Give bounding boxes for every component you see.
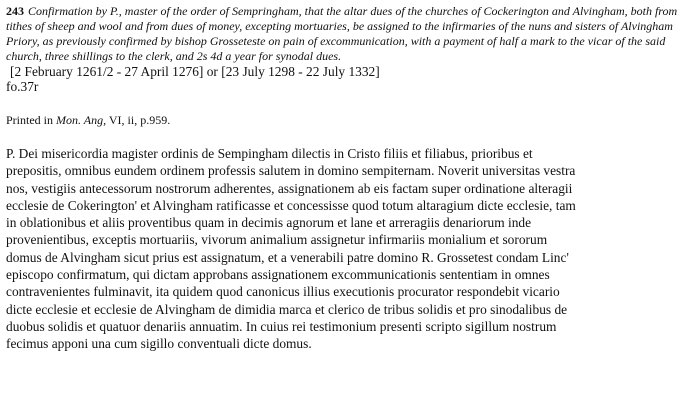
entry-dates: [2 February 1261/2 - 27 April 1276] or [23 July 1298 - 22 July 1332] (10, 64, 380, 79)
printed-prefix: Printed in (6, 113, 56, 127)
entry-description: Confirmation by P., master of the order of Sempringham, that the altar dues of the churches of Cockerington and Alvingham, both from tithes of sheep and wool and from dues of money, excepting mortuaries, be assigned to the infirmaries of the nuns and sisters of Alvingham Priory, as previously confirmed by bishop Grosseteste on pain of excommunication, with a payment of half a mark to the vicar of the said church, three shillings to the clerk, and 2s 4d a year for synodal dues. (6, 4, 678, 63)
entry-number: 243 (6, 4, 24, 18)
entry-summary (6, 4, 696, 64)
document-page (6, 4, 696, 353)
printed-reference (6, 113, 696, 128)
folio-reference: fo.37r (6, 79, 39, 94)
printed-source: Mon. Ang, (56, 113, 107, 127)
latin-charter-text: P. Dei misericordia magister ordinis de Sempingham dilectis in Cristo filiis et filiabus, prioribus et prepositis, omnibus eundem ordinem professis salutem in domino sempiternam. Noverit universitas vestra nos, vestigiis antecessorum nostrorum adherentes, assignationem ab eis factam super ordinatione alteragii ecclesie de Cokerington' et Alvingham ratificasse et concessisse quod totum altaragium dicte ecclesie, tam in oblationibus et aliis proventibus quam in decimis agnorum et lane et arreragiis denariorum inde provenientibus, exceptis mortuariis, vivorum animalium assignetur infirmariis monialium et sororum domus de Alvingham sicut prius est assignatum, et a venerabili patre domino R. Grossetest condam Linc' episcopo confirmatum, qui dictam approbans assignationem excommunicationis sententiam in omnes contravenientes fulminavit, ita quidem quod canonicus illius executionis procurator respondebit vicario dicte ecclesie et ecclesie de Alvingham de dimidia marca et clerico de tribus solidis et pro sinodalibus de duobus solidis et quatuor denariis annuatim. In cuius rei testimonium presenti scripto sigillum nostrum fecimus apponi una cum sigillo conventuali dicte domus. (6, 146, 576, 352)
printed-suffix: VI, ii, p.959. (106, 113, 171, 127)
